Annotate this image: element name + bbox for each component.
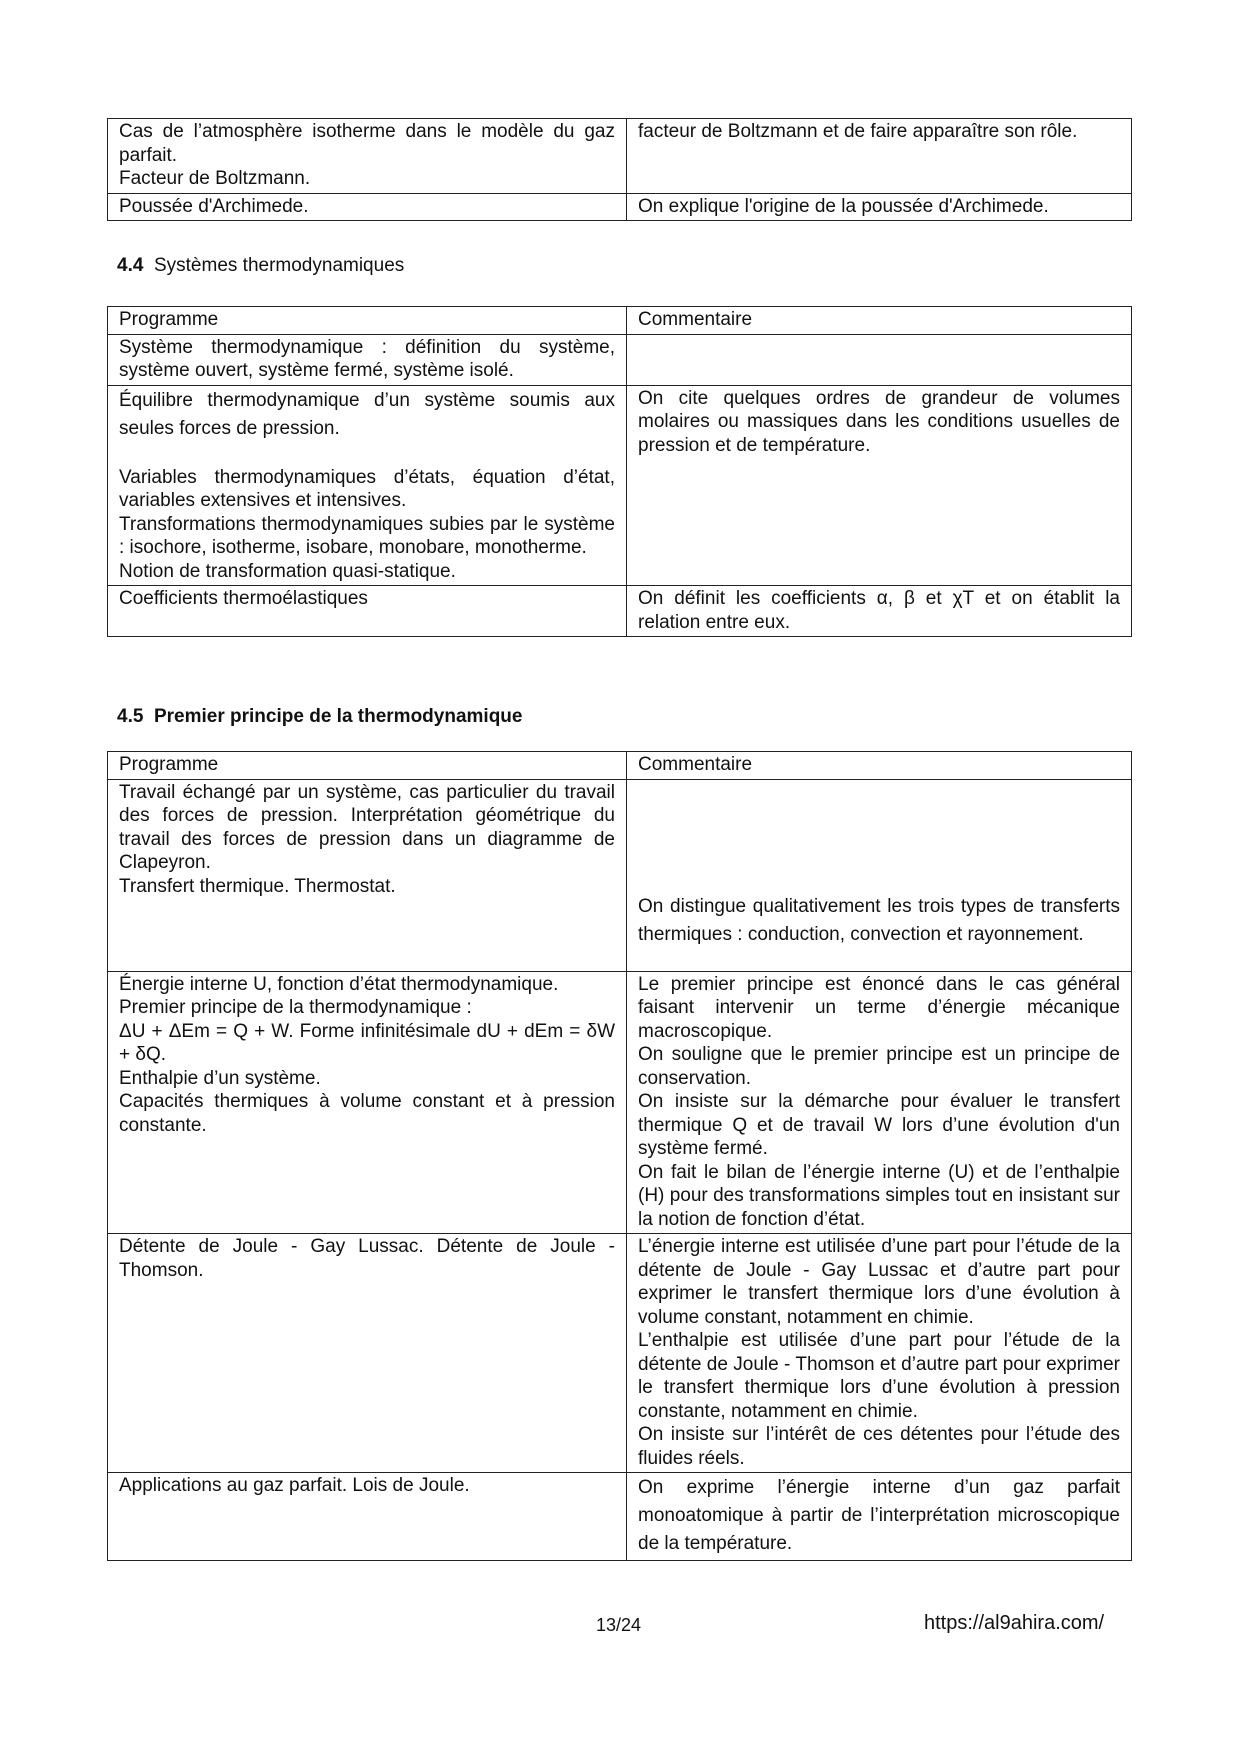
programme-text: Transformations thermodynamiques subies par le système : isochore, isotherme, isobare, monobare, monotherme. xyxy=(119,513,615,558)
programme-text: Équilibre thermodynamique d’un système soumis aux seules forces de pression. xyxy=(119,389,615,439)
table-premier-principe xyxy=(107,751,1132,1561)
table-row xyxy=(108,119,1132,194)
programme-text: Notion de transformation quasi-statique. xyxy=(119,560,456,582)
commentaire-text: On insiste sur l’intérêt de ces détentes pour l’étude des fluides réels. xyxy=(638,1424,1120,1469)
programme-text: Détente de Joule - Gay Lussac. Détente de Joule - Thomson. xyxy=(119,1236,615,1281)
table-row xyxy=(108,385,1132,586)
programme-text: Enthalpie d’un système. xyxy=(119,1067,321,1089)
commentaire-cell xyxy=(627,119,1132,194)
programme-text: Énergie interne U, fonction d’état thermodynamique. xyxy=(119,973,559,995)
table-row xyxy=(108,1473,1132,1561)
programme-cell xyxy=(108,119,627,194)
section-heading-4-4 xyxy=(117,254,404,278)
header-programme: Programme xyxy=(108,752,627,780)
commentaire-text: L’enthalpie est utilisée d’une part pour l’étude de la détente de Joule - Thomson et d’autre part pour exprimer le transfert thermique lors d’une évolution à pression constante, notamment en chimie. xyxy=(638,1330,1120,1422)
programme-cell xyxy=(108,334,627,385)
programme-cell xyxy=(108,1234,627,1473)
section-heading-4-5 xyxy=(117,705,522,729)
programme-text: Variables thermodynamiques d’états, équation d’état, variables extensives et intensives. xyxy=(119,466,615,511)
table-row xyxy=(108,334,1132,385)
commentaire-text: On explique l'origine de la poussée d'Archimede. xyxy=(638,195,1049,217)
programme-text: Système thermodynamique : définition du système, système ouvert, système fermé, système isolé. xyxy=(119,336,615,381)
table-header-row xyxy=(108,752,1132,780)
commentaire-text: On cite quelques ordres de grandeur de volumes molaires ou massiques dans les conditions usuelles de pression et de température. xyxy=(638,387,1120,456)
programme-cell xyxy=(108,779,627,971)
programme-text: Premier principe de la thermodynamique : xyxy=(119,997,472,1018)
programme-text: Travail échangé par un système, cas particulier du travail des forces de pression. Interprétation géométrique du travail des forces de pression dans un diagramme de Clapeyron. xyxy=(119,781,615,873)
table-systemes-thermodynamiques xyxy=(107,306,1132,637)
table-row xyxy=(108,971,1132,1234)
table-row xyxy=(108,1234,1132,1473)
table-header-row xyxy=(108,307,1132,335)
section-title: Premier principe de la thermodynamique xyxy=(153,706,523,727)
header-commentaire: Commentaire xyxy=(627,307,1132,335)
programme-cell xyxy=(108,586,627,637)
programme-cell xyxy=(108,193,627,221)
table-row xyxy=(108,586,1132,637)
programme-text: Applications au gaz parfait. Lois de Joule. xyxy=(119,1475,470,1496)
commentaire-cell xyxy=(627,586,1132,637)
paragraph-gap xyxy=(119,443,615,466)
programme-cell xyxy=(108,385,627,586)
header-programme: Programme xyxy=(108,307,627,335)
programme-text: Poussée d'Archimede. xyxy=(119,195,309,217)
commentaire-text: facteur de Boltzmann et de faire apparaître son rôle. xyxy=(638,121,1078,142)
footer-link[interactable]: https://al9ahira.com/ xyxy=(924,1612,1105,1634)
page-number: 13/24 xyxy=(596,1615,642,1635)
commentaire-text: On définit les coefficients α, β et χT et on établit la relation entre eux. xyxy=(638,588,1120,633)
programme-text: Capacités thermiques à volume constant et à pression constante. xyxy=(119,1091,615,1136)
programme-cell xyxy=(108,1473,627,1561)
commentaire-cell xyxy=(627,779,1132,971)
programme-text: Coefficients thermoélastiques xyxy=(119,588,368,609)
commentaire-cell xyxy=(627,1234,1132,1473)
table-row xyxy=(108,193,1132,221)
commentaire-text: On souligne que le premier principe est un principe de conservation. xyxy=(638,1044,1120,1089)
commentaire-text: On fait le bilan de l’énergie interne (U) et de l’enthalpie (H) pour des transformations simples tout en insistant sur la notion de fonction d’état. xyxy=(638,1161,1120,1230)
programme-text: ΔU + ΔEm = Q + W. Forme infinitésimale dU + dEm = δW + δQ. xyxy=(119,1020,615,1065)
commentaire-text: On insiste sur la démarche pour évaluer le transfert thermique Q et de travail W lors d’une évolution d'un système fermé. xyxy=(638,1091,1120,1159)
table-row xyxy=(108,779,1132,971)
programme-text: Cas de l’atmosphère isotherme dans le modèle du gaz parfait. xyxy=(119,121,615,166)
header-commentaire: Commentaire xyxy=(627,752,1132,780)
commentaire-cell xyxy=(627,334,1132,385)
commentaire-cell xyxy=(627,1473,1132,1561)
commentaire-text: Le premier principe est énoncé dans le cas général faisant intervenir un terme d’énergie mécanique macroscopique. xyxy=(638,973,1120,1042)
cell-spacer xyxy=(638,781,1120,893)
commentaire-cell xyxy=(627,385,1132,586)
commentaire-cell xyxy=(627,193,1132,221)
section-number: 4.5 xyxy=(117,706,144,727)
programme-text: Facteur de Boltzmann. xyxy=(119,168,311,189)
table-continuation xyxy=(107,118,1132,221)
programme-text: Transfert thermique. Thermostat. xyxy=(119,875,396,897)
commentaire-text: On exprime l’énergie interne d’un gaz parfait monoatomique à partir de l’interprétation microscopique de la température. xyxy=(638,1477,1120,1554)
commentaire-text: L’énergie interne est utilisée d’une part pour l’étude de la détente de Joule - Gay Lussac et d’autre part pour exprimer le transfert thermique lors d’une évolution à volume constant, notamment en chimie. xyxy=(638,1236,1120,1328)
programme-cell xyxy=(108,971,627,1234)
commentaire-text: On distingue qualitativement les trois types de transferts thermiques : conduction, convection et rayonnement. xyxy=(638,895,1120,945)
section-title: Systèmes thermodynamiques xyxy=(153,255,405,276)
section-number: 4.4 xyxy=(117,255,144,276)
commentaire-cell xyxy=(627,971,1132,1234)
